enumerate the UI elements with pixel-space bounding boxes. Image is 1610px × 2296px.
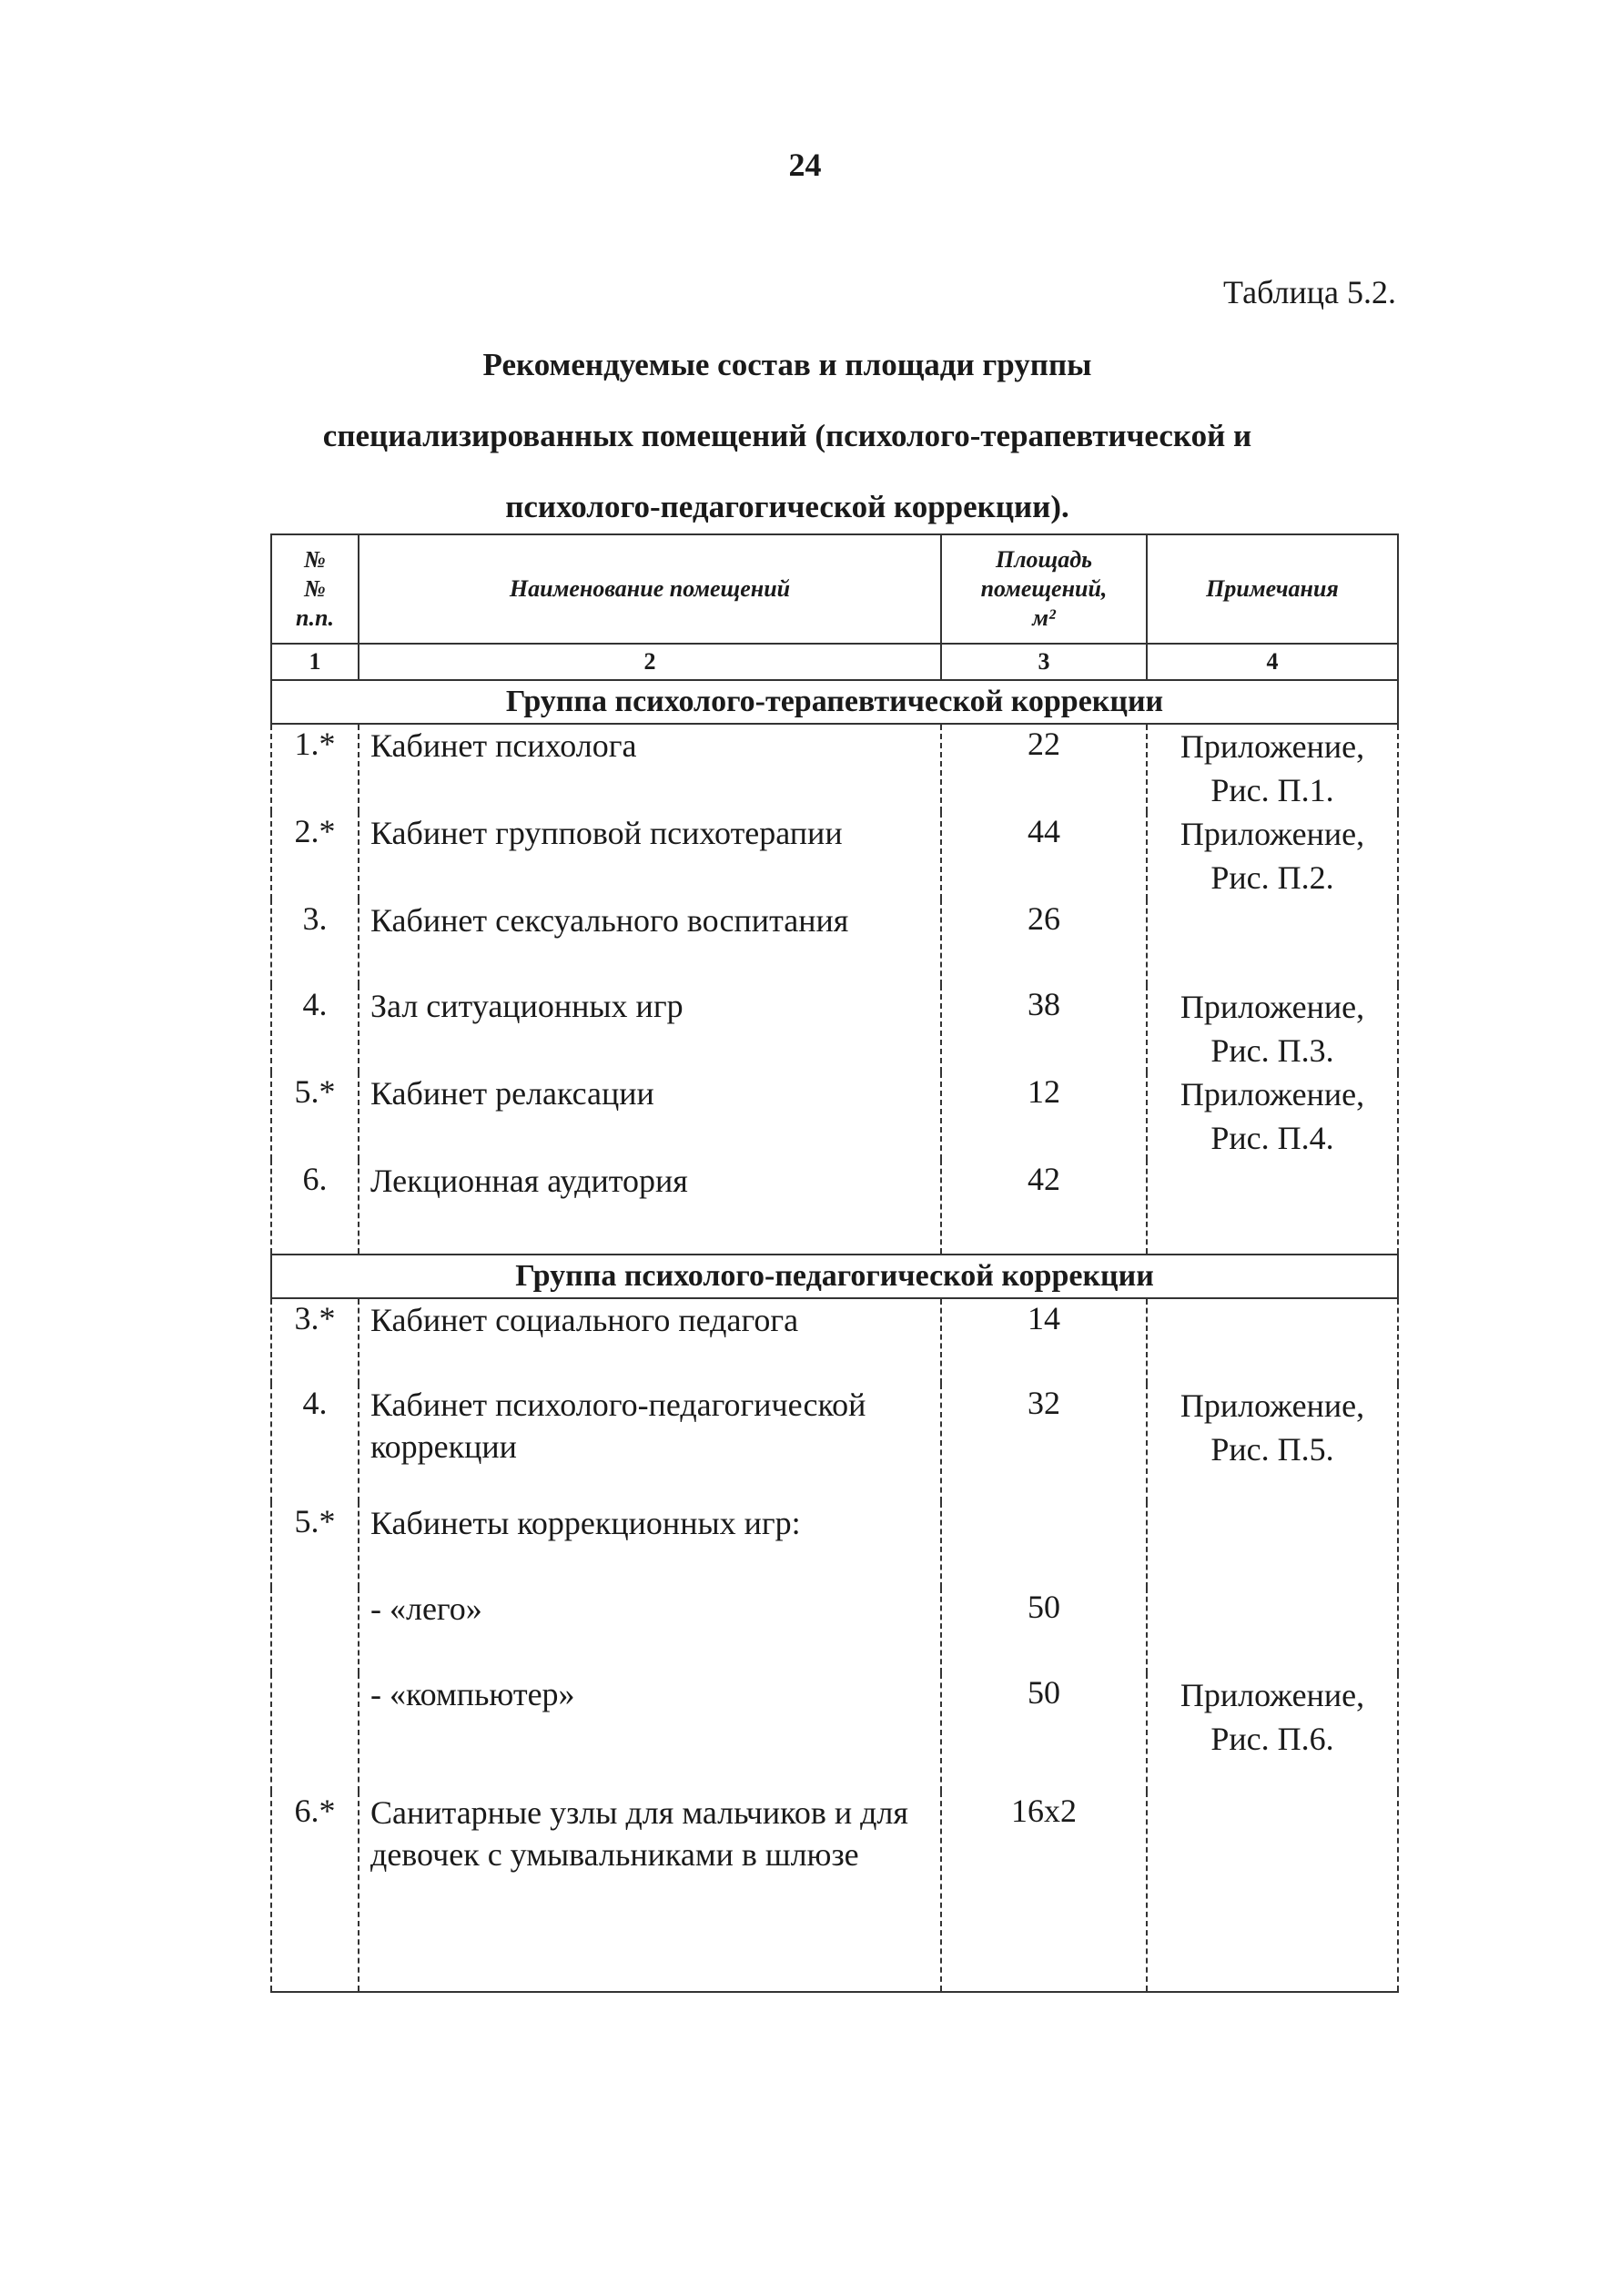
row-number: 2.*: [271, 812, 359, 899]
room-area: 44: [941, 812, 1147, 899]
table-row: [271, 899, 1398, 985]
row-number: 6.: [271, 1160, 359, 1255]
note-line: Рис. П.6.: [1210, 1721, 1334, 1757]
room-name: - «лего»: [359, 1588, 941, 1673]
header-num-line: №: [304, 546, 326, 573]
note-line: Рис. П.3.: [1210, 1032, 1334, 1069]
page-number: 24: [788, 147, 822, 183]
table-row: [271, 1072, 1398, 1160]
row-number: 5.*: [271, 1502, 359, 1588]
row-number: 4.: [271, 985, 359, 1072]
rooms-table: [270, 533, 1399, 1993]
row-number: 6.*: [271, 1792, 359, 1992]
note-line: Рис. П.1.: [1210, 772, 1334, 808]
room-area: 32: [941, 1384, 1147, 1502]
room-note: [1147, 724, 1398, 812]
table-row: [271, 1792, 1398, 1992]
room-note: [1147, 812, 1398, 899]
note-line: Приложение,: [1180, 989, 1365, 1025]
note-line: Рис. П.4.: [1210, 1120, 1334, 1156]
room-note: [1147, 1792, 1398, 1992]
room-area: 12: [941, 1072, 1147, 1160]
room-note: [1147, 899, 1398, 985]
note-line: Рис. П.2.: [1210, 859, 1334, 896]
table-row: [271, 1298, 1398, 1384]
header-notes: Примечания: [1147, 534, 1398, 644]
table-caption: [182, 330, 1392, 543]
table-body: [271, 644, 1398, 1992]
table-row: [271, 1588, 1398, 1673]
table-row: [271, 1160, 1398, 1255]
header-area-line: Площадь: [995, 546, 1092, 573]
room-area: 38: [941, 985, 1147, 1072]
table-row: [271, 1502, 1398, 1588]
table-row: [271, 1384, 1398, 1502]
room-name: Зал ситуационных игр: [359, 985, 941, 1072]
room-note: [1147, 1298, 1398, 1384]
row-number: 3.: [271, 899, 359, 985]
note-line: Приложение,: [1180, 1677, 1365, 1713]
room-note: [1147, 1160, 1398, 1255]
table-row: [271, 812, 1398, 899]
room-area: 50: [941, 1673, 1147, 1792]
note-line: Приложение,: [1180, 1076, 1365, 1112]
room-name: Кабинет сексуального воспитания: [359, 899, 941, 985]
room-area: 50: [941, 1588, 1147, 1673]
row-number: [271, 1588, 359, 1673]
row-number: 5.*: [271, 1072, 359, 1160]
room-name: Кабинет психолога: [359, 724, 941, 812]
header-area: [941, 534, 1147, 644]
header-num: [271, 534, 359, 644]
room-area: 14: [941, 1298, 1147, 1384]
group-title: Группа психолого-педагогической коррекции: [271, 1255, 1398, 1298]
column-number: 3: [941, 644, 1147, 680]
room-name: Лекционная аудитория: [359, 1160, 941, 1255]
room-note: [1147, 1072, 1398, 1160]
group-header-row: [271, 680, 1398, 724]
room-name: - «компьютер»: [359, 1673, 941, 1792]
row-number: 1.*: [271, 724, 359, 812]
header-area-line: м²: [1032, 604, 1056, 631]
room-note: [1147, 1588, 1398, 1673]
table-row: [271, 724, 1398, 812]
column-number: 1: [271, 644, 359, 680]
column-number: 2: [359, 644, 941, 680]
room-name: Кабинет психолого-педагогической коррекции: [359, 1384, 941, 1502]
header-name: Наименование помещений: [359, 534, 941, 644]
room-note: [1147, 1502, 1398, 1588]
room-note: [1147, 1384, 1398, 1502]
header-num-line: №: [304, 575, 326, 602]
row-number: 4.: [271, 1384, 359, 1502]
group-header-row: [271, 1255, 1398, 1298]
note-line: Приложение,: [1180, 728, 1365, 765]
room-note: [1147, 1673, 1398, 1792]
room-name: Кабинет групповой психотерапии: [359, 812, 941, 899]
group-title: Группа психолого-терапевтической коррекции: [271, 680, 1398, 724]
room-note: [1147, 985, 1398, 1072]
room-area: 42: [941, 1160, 1147, 1255]
table-row: [271, 1673, 1398, 1792]
room-area: [941, 1502, 1147, 1588]
caption-line: специализированных помещений (психолого-терапевтической и: [322, 418, 1252, 453]
table-label: Таблица 5.2.: [1223, 274, 1396, 310]
note-line: Приложение,: [1180, 1387, 1365, 1424]
room-name: Санитарные узлы для мальчиков и для девочек с умывальниками в шлюзе: [359, 1792, 941, 1992]
row-number: [271, 1673, 359, 1792]
room-name: Кабинет релаксации: [359, 1072, 941, 1160]
room-name: Кабинет социального педагога: [359, 1298, 941, 1384]
room-area: 26: [941, 899, 1147, 985]
note-line: Рис. П.5.: [1210, 1431, 1334, 1468]
header-num-line: п.п.: [296, 604, 334, 631]
table-row: [271, 985, 1398, 1072]
note-line: Приложение,: [1180, 816, 1365, 852]
caption-line: Рекомендуемые состав и площади группы: [482, 347, 1092, 382]
column-number: 4: [1147, 644, 1398, 680]
room-area: 22: [941, 724, 1147, 812]
header-row: [271, 534, 1398, 644]
column-numbers-row: [271, 644, 1398, 680]
header-area-line: помещений,: [980, 575, 1108, 602]
caption-line: психолого-педагогической коррекции).: [505, 489, 1069, 524]
room-name: Кабинеты коррекционных игр:: [359, 1502, 941, 1588]
room-area: 16x2: [941, 1792, 1147, 1992]
row-number: 3.*: [271, 1298, 359, 1384]
